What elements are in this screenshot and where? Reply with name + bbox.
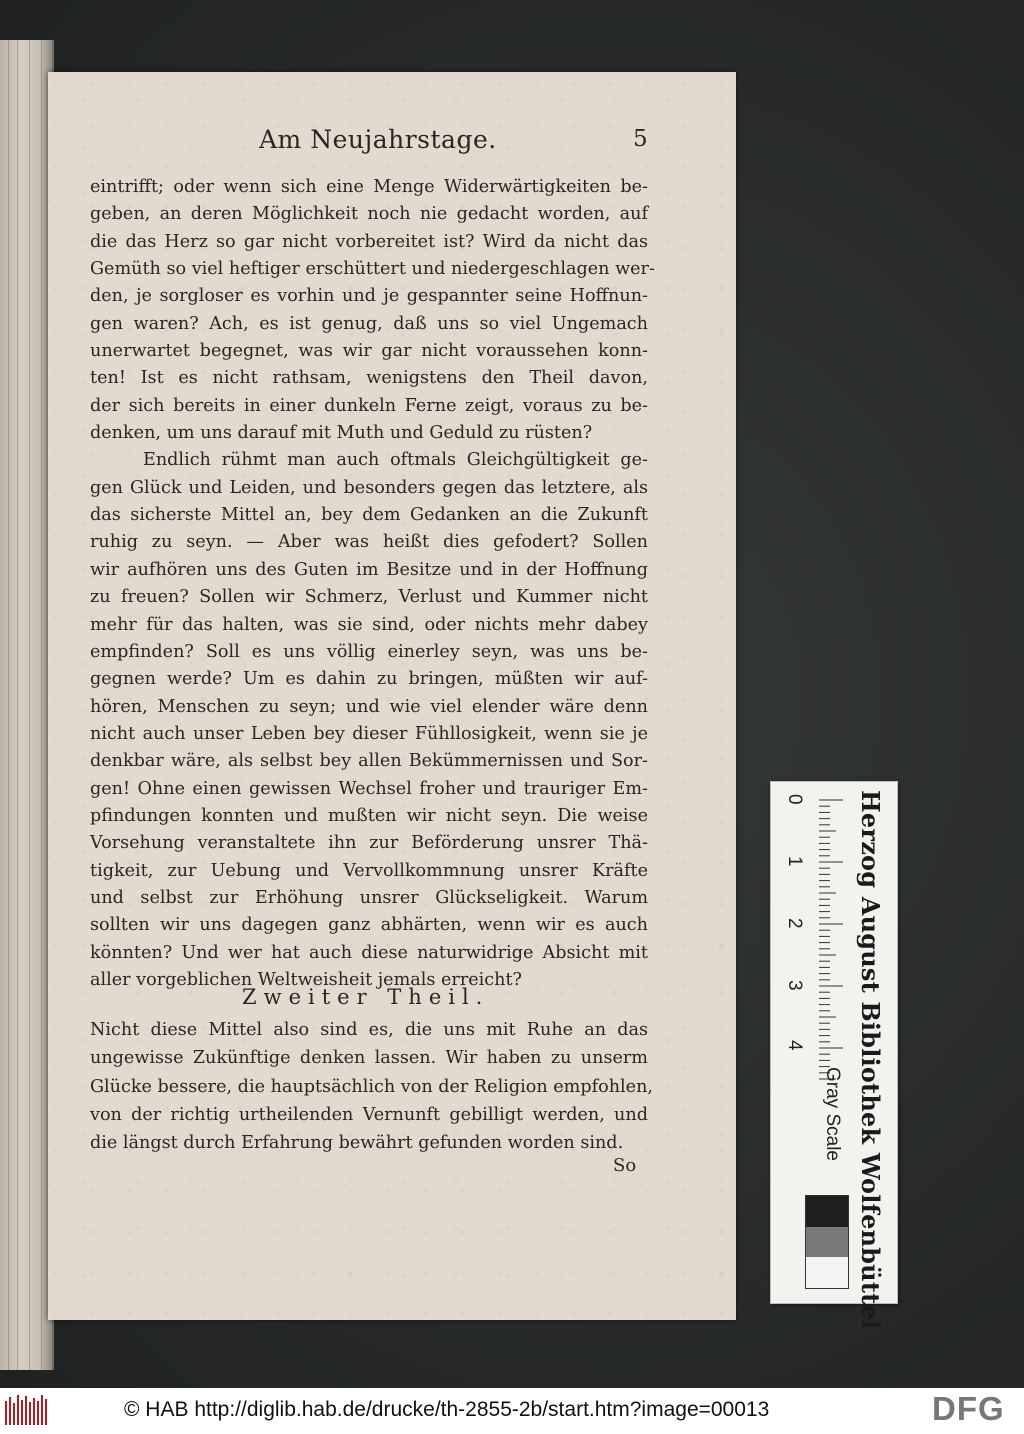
ruler-number: 2 (784, 918, 805, 929)
text-line: hören, Menschen zu seyn; und wie viel elender wäre denn (90, 696, 648, 717)
book-page (48, 72, 736, 1320)
barcode-icon (5, 1395, 49, 1427)
text-line: die längst durch Erfahrung bewährt gefunden worden sind. (90, 1133, 624, 1154)
gray-swatches (805, 1195, 849, 1289)
swatch-gray (806, 1227, 848, 1258)
ruler-number: 1 (784, 856, 805, 867)
text-line: eintrifft; oder wenn sich eine Menge Widerwärtigkeiten be- (90, 177, 648, 197)
text-line: könnten? Und wer hat auch diese naturwidrige Absicht mit (90, 942, 648, 963)
text-line: die das Herz so gar nicht vorbereitet ist? Wird da nicht das (90, 231, 648, 252)
text-line: von der richtig urtheilenden Vernunft gebilligt werden, und (90, 1104, 648, 1125)
ruler-number: 4 (784, 1040, 805, 1051)
text-line: und selbst zur Erhöhung unsrer Glückseligkeit. Warum (90, 887, 648, 908)
text-line: Nicht diese Mittel also sind es, die uns mit Ruhe an das (90, 1020, 648, 1040)
swatch-black (806, 1196, 848, 1227)
footer-bar (0, 1388, 1024, 1434)
text-line: gen Glück und Leiden, und besonders gegen das letztere, als (90, 477, 648, 498)
text-line: ruhig zu seyn. — Aber was heißt dies gefodert? Sollen (90, 532, 648, 553)
text-line: ten! Ist es nicht rathsam, wenigstens den Theil davon, (90, 368, 648, 389)
body-text (90, 174, 655, 994)
text-line: denkbar wäre, als selbst bey allen Bekümmernissen und Sor- (90, 751, 648, 772)
text-line: gegnen werde? Um es dahin zu bringen, müßten wir auf- (90, 669, 648, 690)
text-line: geben, an deren Möglichkeit noch nie gedacht worden, auf (90, 204, 648, 225)
text-line: wir aufhören uns des Guten im Besitze und in der Hoffnung (90, 559, 648, 580)
ruler-number: 0 (784, 794, 805, 805)
color-scale-card (770, 781, 898, 1330)
text-line: Vorsehung veranstaltete ihn zur Beförderung unsrer Thä- (90, 833, 648, 854)
text-line: denken, um uns darauf mit Muth und Geduld zu rüsten? (90, 423, 593, 444)
text-line: ungewisse Zukünftige denken lassen. Wir haben zu unserm (90, 1048, 648, 1069)
body-text-second-section (90, 1016, 653, 1157)
text-line: gen waren? Ach, es ist genug, daß uns so viel Ungemach (90, 313, 648, 334)
dfg-logo: DFG (932, 1390, 1005, 1427)
text-line: aller vorgeblichen Weltweisheit jemals erreicht? (90, 969, 522, 990)
text-line: pfindungen konnten und mußten wir nicht seyn. Die weise (90, 805, 648, 826)
section-heading: Zweiter Theil. (242, 985, 490, 1009)
ruler-ticks (781, 790, 849, 1080)
text-line: sollten wir uns dagegen ganz abhärten, wenn wir es auch (90, 915, 648, 936)
text-line: empfinden? Soll es uns völlig einerley seyn, was uns be- (90, 641, 648, 662)
text-line: unerwartet begegnet, was wir gar nicht voraussehen konn- (90, 341, 648, 362)
text-line: das sicherste Mittel an, bey dem Gedanken an die Zukunft (90, 505, 648, 526)
text-line: nicht auch unser Leben bey dieser Fühllosigkeit, wenn sie je (90, 723, 648, 744)
text-line: Glücke bessere, die hauptsächlich von der Religion empfohlen, (90, 1076, 653, 1097)
text-line: zu freuen? Sollen wir Schmerz, Verlust und Kummer nicht (90, 587, 648, 608)
copyright-url-text: © HAB http://diglib.hab.de/drucke/th-2855-2b/start.htm?image=00013 (124, 1398, 770, 1421)
swatch-white (806, 1257, 848, 1288)
running-head: Am Neujahrstage. (259, 125, 497, 154)
adjacent-page-edges (0, 40, 54, 1370)
gray-scale-label: Gray Scale (822, 1067, 843, 1161)
catchword: So (613, 1155, 637, 1176)
page-number: 5 (633, 126, 648, 152)
institution-label: Herzog August Bibliothek Wolfenbüttel (856, 790, 885, 1330)
text-line: den, je sorgloser es vorhin und je gespannter seine Hoffnun- (90, 286, 648, 307)
text-line: Gemüth so viel heftiger erschüttert und niedergeschlagen wer- (90, 259, 655, 280)
text-line: der sich bereits in einer dunkeln Ferne zeigt, voraus zu be- (90, 395, 648, 416)
text-line: Endlich rühmt man auch oftmals Gleichgültigkeit ge- (143, 450, 648, 471)
text-line: tigkeit, zur Uebung und Vervollkommnung unsrer Kräfte (90, 860, 648, 881)
text-line: mehr für das halten, was sie sind, oder nichts mehr dabey (90, 614, 648, 635)
ruler-number: 3 (784, 980, 805, 991)
text-line: gen! Ohne einen gewissen Wechsel froher und trauriger Em- (90, 778, 648, 799)
